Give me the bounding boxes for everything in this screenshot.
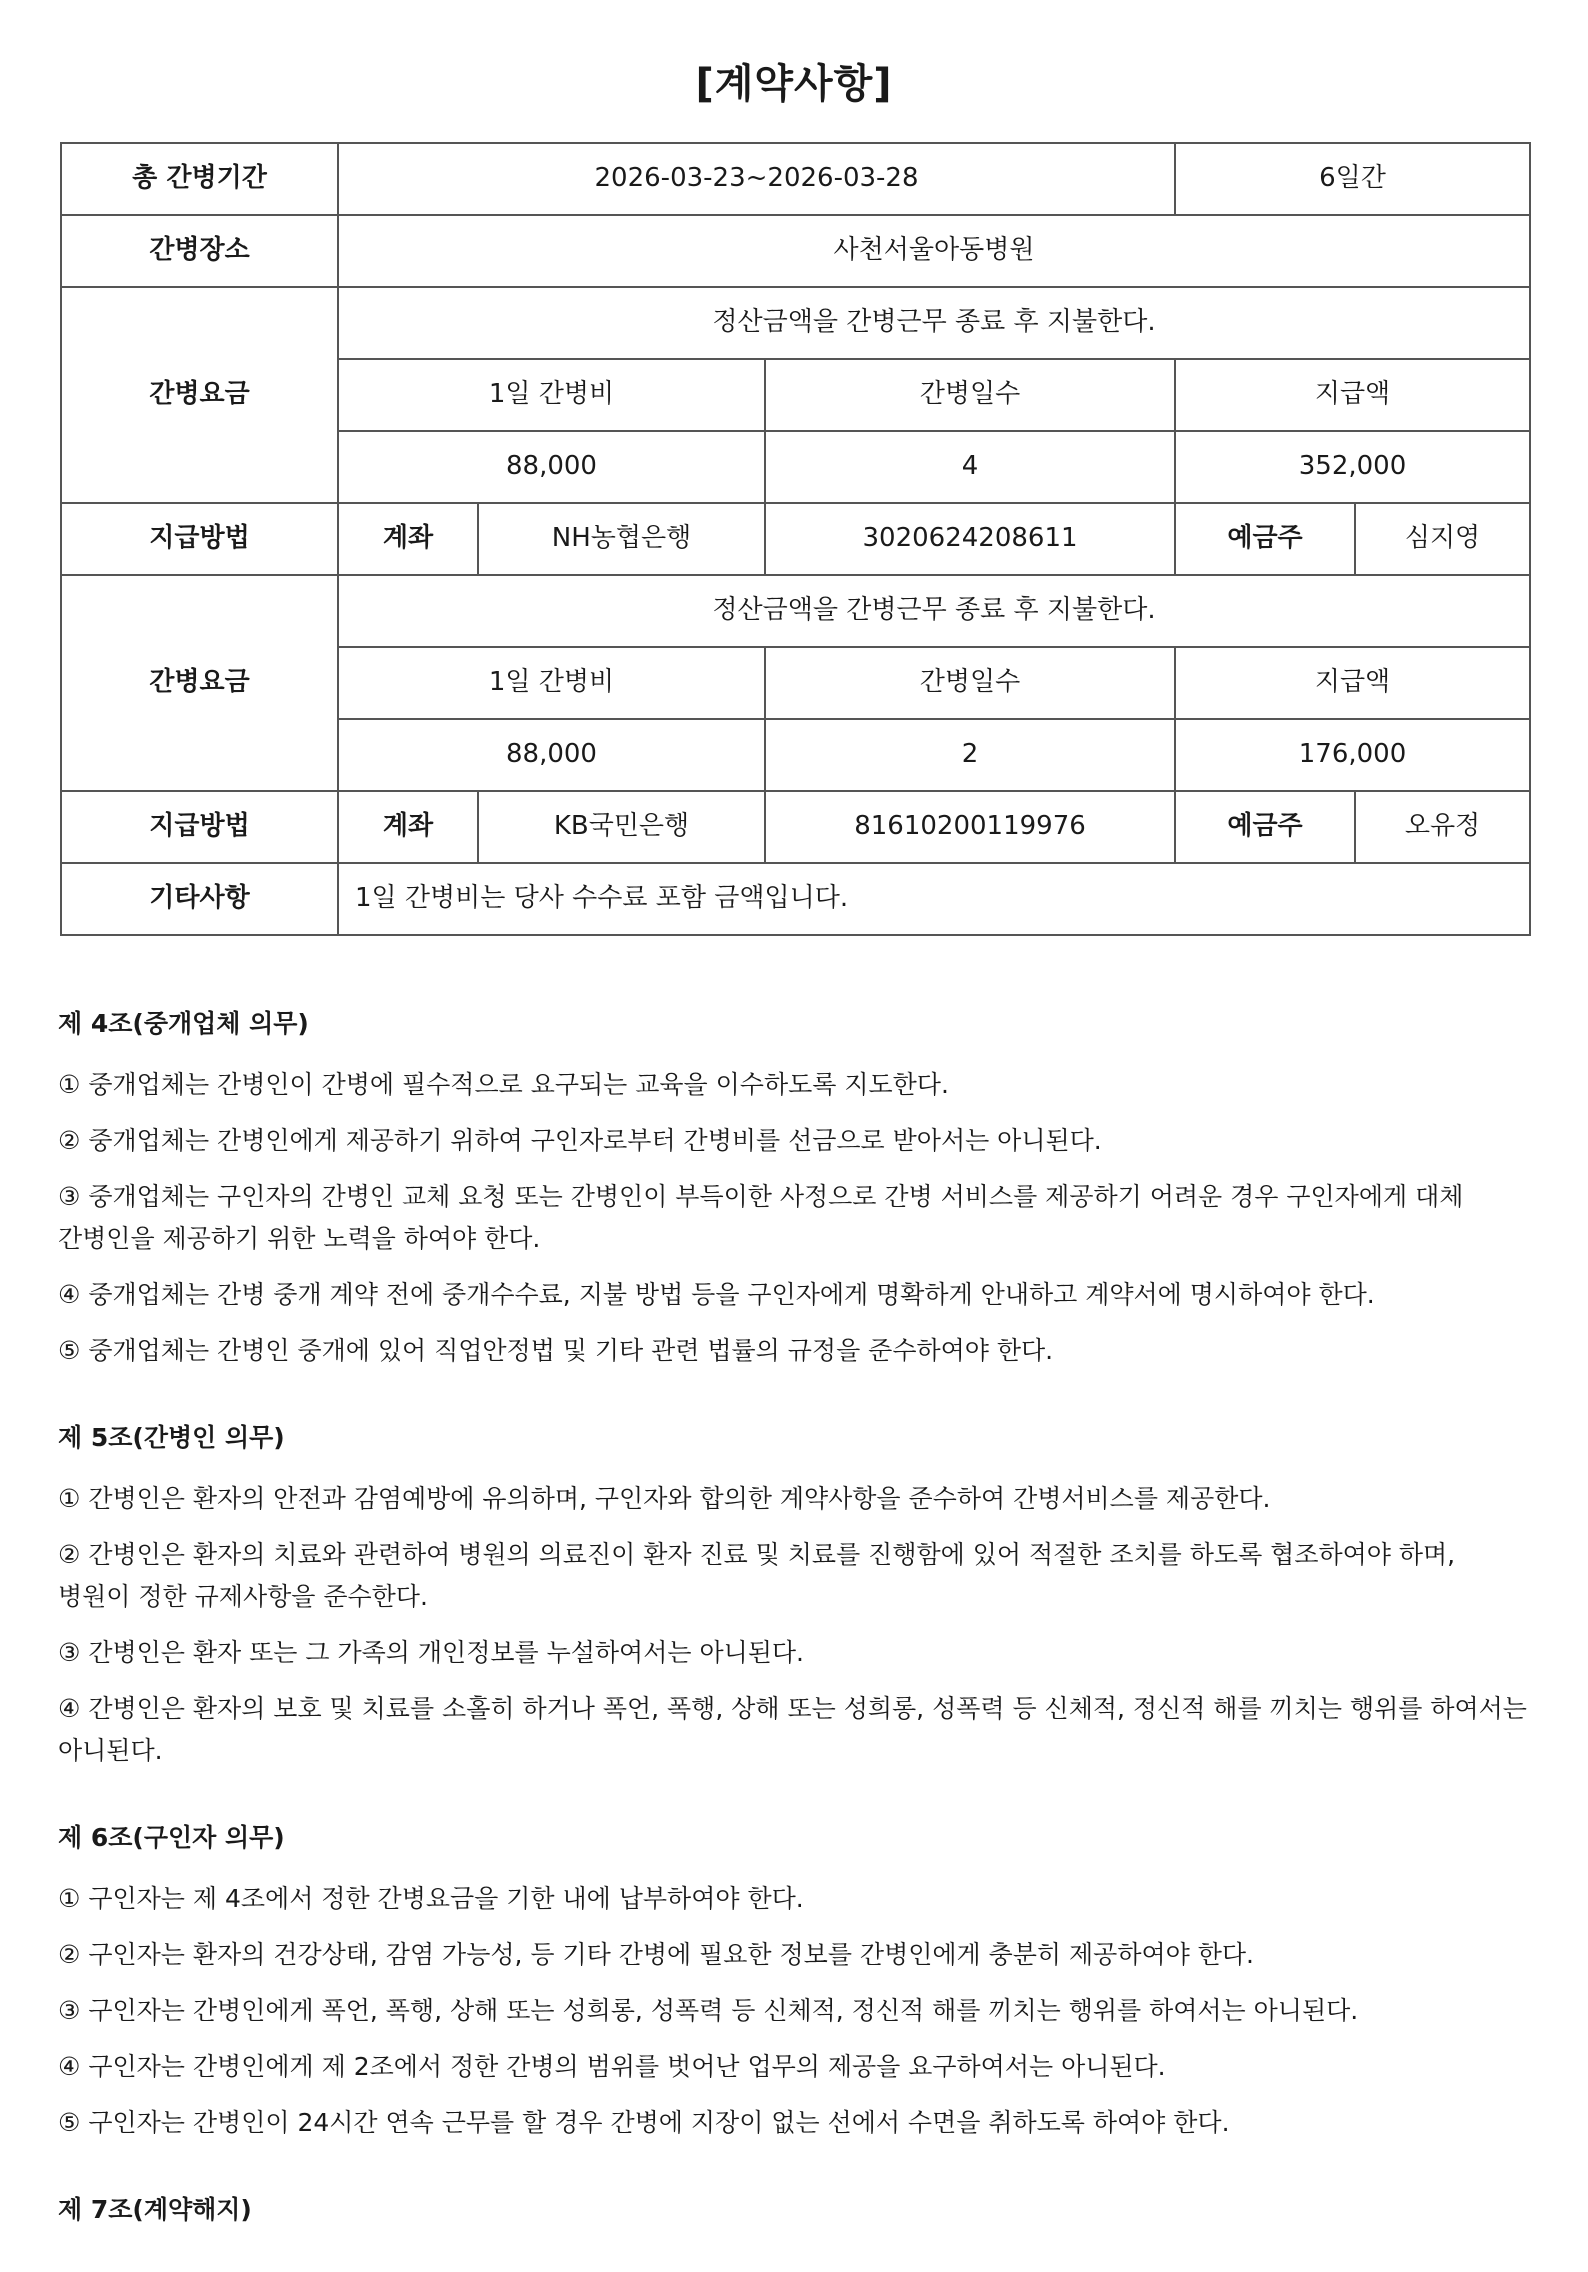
article-item: ⑤ 중개업체는 간병인 중개에 있어 직업안정법 및 기타 관련 법률의 규정을 준수하여야 한다.: [58, 1336, 1054, 1365]
payment-account: 81610200119976: [765, 791, 1175, 863]
payment-holder: 심지영: [1355, 503, 1530, 575]
payment-holder-label: 예금주: [1175, 791, 1355, 863]
article-item: ④ 간병인은 환자의 보호 및 치료를 소홀히 하거나 폭언, 폭행, 상해 또는 성희롱, 성폭력 등 신체적, 정신적 해를 끼치는 행위를 하여서는 아니된다.: [58, 1694, 1527, 1765]
period-range: 2026-03-23~2026-03-28: [338, 143, 1175, 215]
payment-method: 계좌: [338, 503, 478, 575]
article-item: ① 구인자는 제 4조에서 정한 간병요금을 기한 내에 납부하여야 한다.: [58, 1884, 804, 1913]
article-item: ④ 중개업체는 간병 중개 계약 전에 중개수수료, 지불 방법 등을 구인자에게 명확하게 안내하고 계약서에 명시하여야 한다.: [58, 1280, 1375, 1309]
table-row-payment: [61, 503, 1530, 575]
table-row-place: [61, 215, 1530, 287]
article-heading: 제 6조(구인자 의무): [58, 1823, 285, 1852]
article-heading: 제 5조(간병인 의무): [58, 1423, 285, 1452]
fee-days-value: 4: [765, 431, 1175, 503]
payment-account: 3020624208611: [765, 503, 1175, 575]
fee-col-days: 간병일수: [765, 647, 1175, 719]
period-label: 총 간병기간: [61, 143, 338, 215]
article-item: ③ 간병인은 환자 또는 그 가족의 개인정보를 누설하여서는 아니된다.: [58, 1638, 804, 1667]
article-item: ④ 구인자는 간병인에게 제 2조에서 정한 간병의 범위를 벗어난 업무의 제공을 요구하여서는 아니된다.: [58, 2052, 1166, 2081]
table-row-payment: [61, 791, 1530, 863]
table-row-fee-note: [61, 575, 1530, 647]
article-item: ③ 구인자는 간병인에게 폭언, 폭행, 상해 또는 성희롱, 성폭력 등 신체적, 정신적 해를 끼치는 행위를 하여서는 아니된다.: [58, 1996, 1359, 2025]
article-item: ② 간병인은 환자의 치료와 관련하여 병원의 의료진이 환자 진료 및 치료를 진행함에 있어 적절한 조치를 하도록 협조하여야 하며, 병원이 정한 규제사항을 준수한다.: [58, 1540, 1456, 1611]
payment-label: 지급방법: [61, 791, 338, 863]
article-item: ② 중개업체는 간병인에게 제공하기 위하여 구인자로부터 간병비를 선금으로 받아서는 아니된다.: [58, 1126, 1102, 1155]
fee-label: 간병요금: [61, 575, 338, 791]
fee-col-days: 간병일수: [765, 359, 1175, 431]
fee-note: 정산금액을 간병근무 종료 후 지불한다.: [338, 287, 1530, 359]
page-title: [계약사항]: [695, 61, 893, 107]
fee-col-amount: 지급액: [1175, 647, 1530, 719]
article-item: ① 간병인은 환자의 안전과 감염예방에 유의하며, 구인자와 합의한 계약사항을 준수하여 간병서비스를 제공한다.: [58, 1484, 1271, 1513]
fee-days-value: 2: [765, 719, 1175, 791]
article-item: ③ 중개업체는 구인자의 간병인 교체 요청 또는 간병인이 부득이한 사정으로 간병 서비스를 제공하기 어려운 경우 구인자에게 대체 간병인을 제공하기 위한 노력을 하여야 한다.: [58, 1182, 1464, 1253]
article-6: [58, 1818, 1530, 2144]
article-7: [58, 2190, 1530, 2226]
table-row-etc: [61, 863, 1530, 935]
fee-amount-value: 352,000: [1175, 431, 1530, 503]
article-heading: 제 4조(중개업체 의무): [58, 1009, 309, 1038]
payment-bank: NH농협은행: [478, 503, 765, 575]
fee-amount-value: 176,000: [1175, 719, 1530, 791]
article-item: ② 구인자는 환자의 건강상태, 감염 가능성, 등 기타 간병에 필요한 정보를 간병인에게 충분히 제공하여야 한다.: [58, 1940, 1254, 1969]
articles-section: [58, 1004, 1530, 2272]
period-days: 6일간: [1175, 143, 1530, 215]
place-label: 간병장소: [61, 215, 338, 287]
article-5: [58, 1418, 1530, 1772]
fee-label: 간병요금: [61, 287, 338, 503]
etc-value: 1일 간병비는 당사 수수료 포함 금액입니다.: [338, 863, 1530, 935]
table-row-fee-note: [61, 287, 1530, 359]
fee-col-daily: 1일 간병비: [338, 647, 765, 719]
fee-col-amount: 지급액: [1175, 359, 1530, 431]
payment-holder: 오유정: [1355, 791, 1530, 863]
payment-method: 계좌: [338, 791, 478, 863]
payment-holder-label: 예금주: [1175, 503, 1355, 575]
fee-daily-value: 88,000: [338, 719, 765, 791]
etc-label: 기타사항: [61, 863, 338, 935]
article-4: [58, 1004, 1530, 1372]
payment-label: 지급방법: [61, 503, 338, 575]
payment-bank: KB국민은행: [478, 791, 765, 863]
contract-table: [60, 142, 1531, 936]
article-heading: 제 7조(계약해지): [58, 2195, 252, 2224]
fee-daily-value: 88,000: [338, 431, 765, 503]
fee-note: 정산금액을 간병근무 종료 후 지불한다.: [338, 575, 1530, 647]
place-value: 사천서울아동병원: [338, 215, 1530, 287]
fee-col-daily: 1일 간병비: [338, 359, 765, 431]
article-item: ⑤ 구인자는 간병인이 24시간 연속 근무를 할 경우 간병에 지장이 없는 선에서 수면을 취하도록 하여야 한다.: [58, 2108, 1230, 2137]
article-item: ① 중개업체는 간병인이 간병에 필수적으로 요구되는 교육을 이수하도록 지도한다.: [58, 1070, 949, 1099]
table-row-period: [61, 143, 1530, 215]
